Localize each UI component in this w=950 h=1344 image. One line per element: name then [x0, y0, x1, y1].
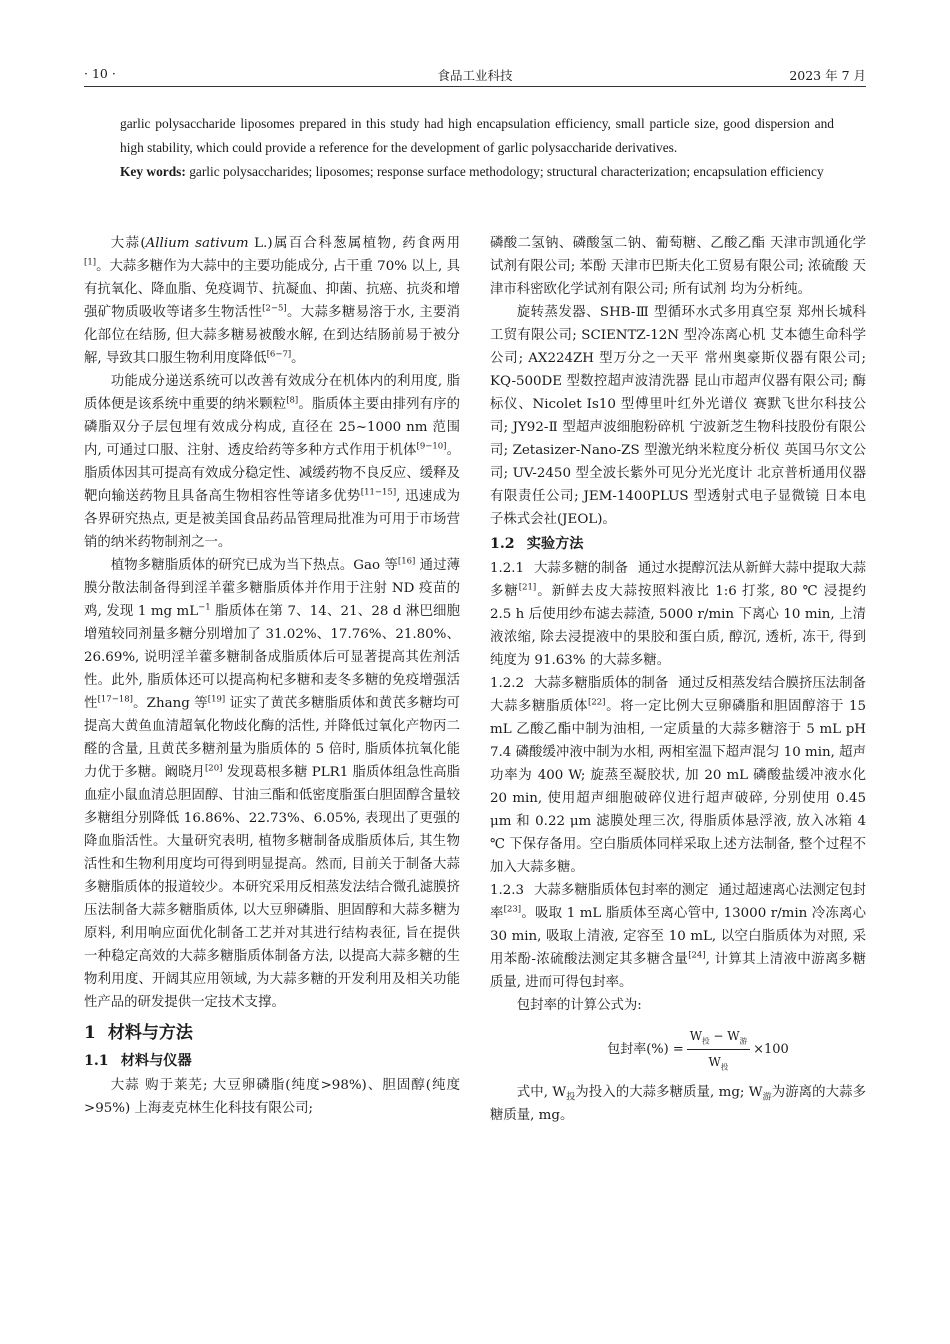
citation: [1]	[84, 257, 97, 268]
citation: [6−7]	[266, 349, 292, 360]
citation: [17−18]	[97, 694, 133, 705]
unit-exponent: −1	[198, 602, 211, 613]
formula-multiplier: ×100	[753, 1041, 789, 1057]
formula-denominator: $W_投$	[708, 1054, 729, 1071]
issue-date: 2023 年 7 月	[789, 68, 866, 83]
subsection-1-2-2: 1.2.2 大蒜多糖脂质体的制备 通过反相蒸发结合膜挤压法制备大蒜多糖脂质体[22]。将一定比例大豆卵磷脂和胆固醇溶于 15 mL 乙酸乙酯中制为油相, 一定质量的大蒜多糖溶于 5 mL pH 7.4 磷酸缓冲液中制为水相, 两相室温下超声混匀 10 min, 超声功率为 400 W; 旋蒸至凝胶状, 加 20 mL 磷酸盐缓冲液水化 20 min, 使用超声细胞破碎仪进行超声破碎, 分别使用 0.45 μm 和 0.22 μm 滤膜处理三次, 得脂质体悬浮液, 放入冰箱 4 ℃ 下保存备用。空白脂质体同样采取上述方法制备, 整个过程不加入大蒜多糖。	[490, 676, 867, 875]
materials-paragraph-2: 磷酸二氢钠、磷酸氢二钠、葡萄糖、乙酸乙酯 天津市凯通化学试剂有限公司; 苯酚 天津市巴斯夫化工贸易有限公司; 浓硫酸 天津市科密欧化学试剂有限公司; 所有试剂 均为分析纯。	[490, 236, 866, 297]
citation: [23]	[503, 904, 522, 915]
citation: [11−15]	[360, 487, 397, 498]
citation: [2−5]	[262, 303, 287, 314]
keywords-text: garlic polysaccharides; liposomes; response surface methodology; structural characterization; encapsulation efficiency	[189, 164, 824, 179]
citation: [21]	[518, 582, 537, 593]
formula-fraction	[687, 1025, 750, 1074]
citation: [16]	[397, 556, 416, 567]
section-heading-1-1: 1.1 材料与仪器	[84, 1053, 192, 1069]
formula-lhs: 包封率(%) =	[607, 1041, 684, 1057]
instruments-paragraph: 旋转蒸发器、SHB-Ⅲ 型循环水式多用真空泵 郑州长城科工贸有限公司; SCIENTZ-12N 型冷冻离心机 艾本德生命科学公司; AX224ZH 型万分之一天平 常州奥豪斯仪器有限公司; KQ-500DE 型数控超声波清洗器 昆山市超声仪器有限公司; 酶标仪、Nicolet Is10 型傅里叶红外光谱仪 赛默飞世尔科技公司; JY92-Ⅱ 型超声波细胞粉碎机 宁波新芝生物科技股份有限公司; Zetasizer-Nano-ZS 型激光纳米粒度分析仪 英国马尔文公司; UV-2450 型全波长紫外可见分光光度计 北京普析通用仪器有限责任公司; JEM-1400PLUS 型透射式电子显微镜 日本电子株式会社(JEOL)。	[490, 305, 866, 527]
subsection-1-2-1: 1.2.1 大蒜多糖的制备 通过水提醇沉法从新鲜大蒜中提取大蒜多糖[21]。新鲜去皮大蒜按照料液比 1:6 打浆, 80 ℃ 浸提约 2.5 h 后使用纱布滤去蒜渣, 5000 r/min 下离心 10 min, 上清液浓缩, 除去浸提液中的果胶和蛋白质, 醇沉, 透析, 冻干, 得到纯度为 91.63% 的大蒜多糖。	[490, 561, 867, 668]
keywords-label: Key words	[120, 164, 182, 179]
citation: [9−10]	[416, 441, 447, 452]
formula-intro: 包封率的计算公式为:	[516, 998, 642, 1013]
intro-paragraph-3: 植物多糖脂质体的研究已成为当下热点。Gao 等[16] 通过薄膜分散法制备得到淫羊藿多糖脂质体并作用于注射 ND 疫苗的鸡, 发现 1 mg $mL^{-1}$ 脂质体在第 7、14、21、28 d 淋巴细胞增殖较同剂量多糖分别增加了 31.02%、17.76%、21.80%、26.69%, 说明淫羊藿多糖制备成脂质体后可显著提高其佐剂活性。此外, 脂质体还可以提高枸杞多糖和麦冬多糖的免疫增强活性[17−18]。Zhang 等[19] 证实了黄芪多糖脂质体和黄芪多糖均可提高大黄鱼血清超氧化物歧化酶的活性, 并降低过氧化产物丙二醛的含量, 且黄芪多糖剂量为脂质体的 5 倍时, 脂质体抗氧化能力优于多糖。阚晓月[20] 发现葛根多糖 PLR1 脂质体组急性高脂血症小鼠血清总胆固醇、甘油三酯和低密度脂蛋白胆固醇含量较多糖组分别降低 16.86%、22.73%、6.05%, 表现出了更强的降血脂活性。大量研究表明, 植物多糖制备成脂质体后, 其生物活性和生物利用度均可得到明显提高。然而, 目前关于制备大蒜多糖脂质体的报道较少。本研究采用反相蒸发法结合微孔滤膜挤压法制备大蒜多糖脂质体, 以大豆卵磷脂、胆固醇和大蒜多糖为原料, 利用响应面优化制备工艺并对其进行结构表征, 旨在提供一种稳定高效的大蒜多糖脂质体制备方法, 以提高大蒜多糖的生物利用度、开阔其应用领域, 为大蒜多糖的开发利用及相关功能性产品的研发提供一定技术支撑。	[84, 556, 461, 1010]
formula-explanation: 式中, $W_投$为投入的大蒜多糖质量, mg; $W_游$为游离的大蒜多糖质量, mg。	[490, 1085, 866, 1123]
page-number: · 10 ·	[84, 66, 116, 81]
section-heading-1-2: 1.2 实验方法	[490, 536, 584, 552]
left-column	[84, 232, 460, 1120]
encapsulation-formula	[530, 1027, 866, 1071]
intro-paragraph-1: 大蒜(Allium sativum L.)属百合科葱属植物, 药食两用[1]。大蒜多糖作为大蒜中的主要功能成分, 占干重 70% 以上, 具有抗氧化、降血脂、免疫调节、抗凝血、抑菌、抗癌、抗炎和增强矿物质吸收等诸多生物活性[2−5]。大蒜多糖易溶于水, 主要消化部位在结肠, 但大蒜多糖易被酸水解, 在到达结肠前易于被分解, 导致其口服生物利用度降低[6−7]。	[84, 236, 461, 366]
journal-title: 食品工业科技	[437, 68, 513, 83]
materials-paragraph-1: 大蒜 购于莱芜; 大豆卵磷脂(纯度>98%)、胆固醇(纯度>95%) 上海麦克林生化科技有限公司;	[84, 1078, 460, 1116]
subsection-1-2-3: 1.2.3 大蒜多糖脂质体包封率的测定 通过超速离心法测定包封率[23]。吸取 1 mL 脂质体至离心管中, 13000 r/min 冷冻离心 30 min, 吸取上清液, 定容至 10 mL, 以空白脂质体为对照, 采用苯酚-浓硫酸法测定其多糖含量[24], 计算其上清液中游离多糖质量, 进而可得包封率。	[490, 883, 867, 990]
keywords: Key words: garlic polysaccharides; liposomes; response surface methodology; structural characterization; encapsulation efficiency	[120, 164, 824, 179]
citation: [24]	[688, 950, 706, 961]
latin-name: Allium sativum	[145, 236, 249, 251]
english-abstract	[120, 112, 834, 184]
page-header	[84, 64, 866, 87]
abstract-text: garlic polysaccharide liposomes prepared in this study had high encapsulation efficiency, small particle size, good dispersion and high stability, which could provide a reference for the development of garlic polysaccharide derivatives.	[120, 116, 834, 155]
section-heading-1: 1 材料与方法	[84, 1023, 193, 1043]
intro-paragraph-2: 功能成分递送系统可以改善有效成分在机体内的利用度, 脂质体便是该系统中重要的纳米颗粒[8]。脂质体主要由排列有序的磷脂双分子层包埋有效成分构成, 直径在 25~1000 nm 范围内, 可通过口服、注射、透皮给药等多种方式作用于机体[9−10]。脂质体因其可提高有效成分稳定性、减缓药物不良反应、缓释及靶向输送药物且具备高生物相容性等诸多优势[11−15], 迅速成为各界研究热点, 更是被美国食品药品管理局批准为可用于市场营销的纳米药物制剂之一。	[84, 374, 461, 550]
citation: [22]	[588, 697, 606, 708]
formula-numerator: $W_投 - W_游$	[687, 1025, 750, 1050]
citation: [8]	[286, 395, 299, 406]
citation: [19]	[207, 694, 226, 705]
citation: [20]	[204, 763, 223, 774]
right-column	[490, 232, 866, 1127]
